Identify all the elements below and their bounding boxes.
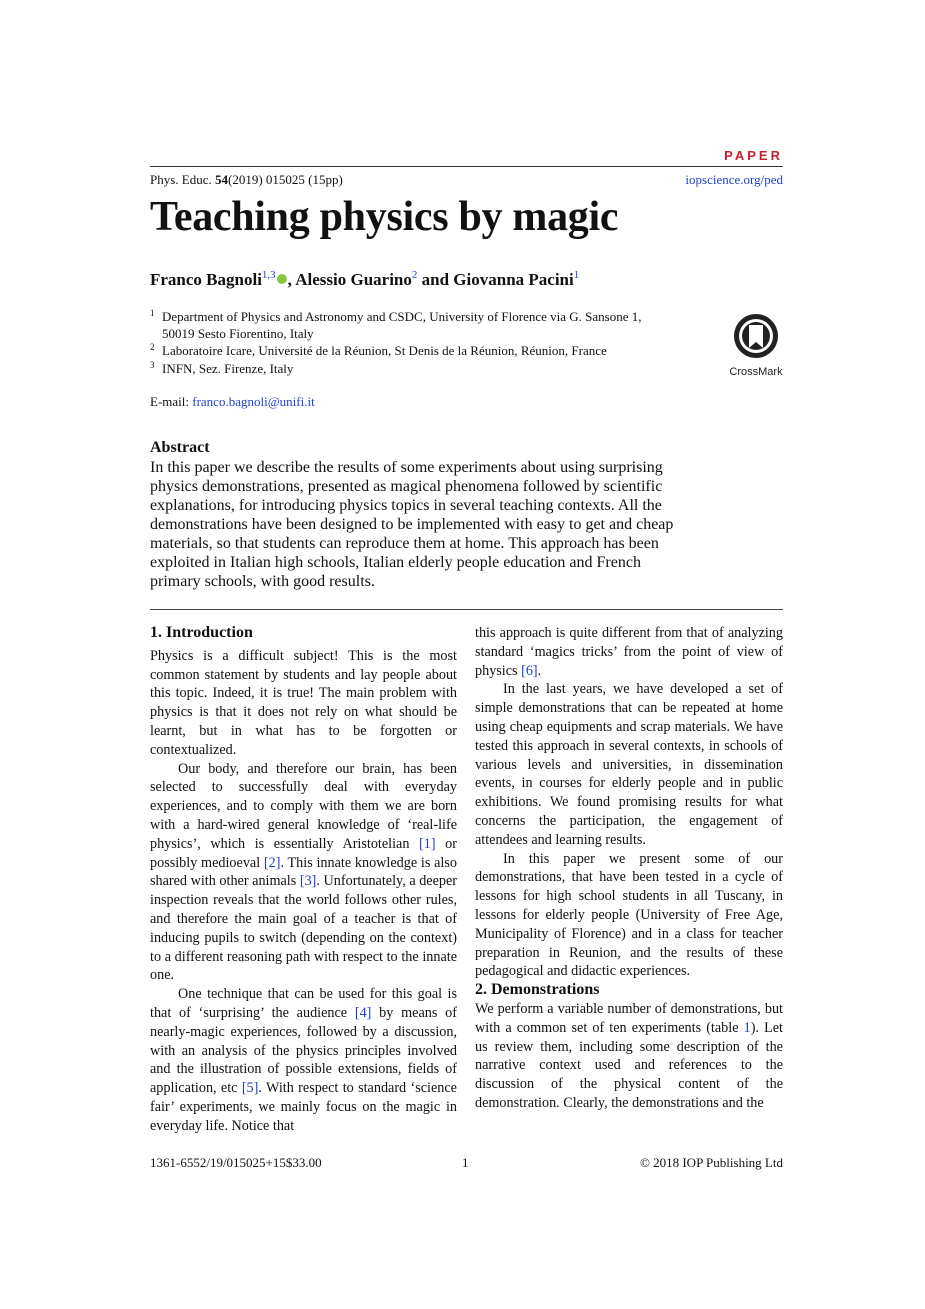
- paper-title: Teaching physics by magic: [150, 194, 619, 240]
- author-guarino: , Alessio Guarino: [287, 270, 412, 289]
- paragraph-text: Our body, and therefore our brain, has been selected to successfully deal with everyday experiences, and to comply with them we are born with a hard-wired general knowledge of ‘real-life physics’, which is essentially Aristotelian: [150, 760, 457, 852]
- paragraph-text: ). Let us review them, including some description of the narrative context used and references to the discussion of the physical content of the demonstration. Clearly, the demonstrations and the: [475, 1019, 783, 1111]
- paragraph-text: by means of nearly-magic experiences, followed by a discussion, with an analysis of the physics principles involved and the illustration of possible extensions, fields of application, etc: [150, 1004, 457, 1097]
- journal-citation: [150, 172, 343, 188]
- citation-link[interactable]: [5]: [241, 1080, 259, 1097]
- footer-copyright: © 2018 IOP Publishing Ltd: [639, 1155, 783, 1170]
- paragraph-text: .: [537, 662, 542, 679]
- paragraph: [150, 760, 457, 986]
- affiliation-text: Department of Physics and Astronomy and CSDC, University of Florence via G. Sansone 1, 50019 Sesto Fiorentino, Italy: [162, 309, 642, 342]
- paragraph: [475, 1000, 783, 1113]
- email-link[interactable]: franco.bagnoli@unifi.it: [192, 394, 315, 409]
- journal-name: Phys. Educ.: [150, 172, 212, 187]
- abstract-text: In this paper we describe the results of some experiments about using surprising physics demonstrations, presented as magical phenomena followed by scientific explanations, for introducing physics topics in several teaching contexts. All the demonstrations have been designed to be implemented with easy to get and cheap materials, so that students can reproduce them at home. This approach has been exploited in Italian high schools, Italian elderly people education and French primary schools, with good results.: [150, 459, 674, 590]
- paragraph: In this paper we present some of our demonstrations, that have been tested in a cycle of lessons for high school students in all Tuscany, in lessons for elderly people (University of Free Age, Municipality of Florence) and in a class for teacher preparation in Reunion, and the results of these pedagogical and didactic experiences.: [475, 850, 783, 980]
- affiliation-number: 3: [150, 359, 155, 370]
- crossmark-icon: [732, 312, 780, 360]
- journal-year: (2019) 015025 (15pp): [228, 172, 343, 187]
- crossmark-label: CrossMark: [729, 366, 783, 378]
- header-rule: [150, 166, 783, 167]
- affiliation-text: INFN, Sez. Firenze, Italy: [162, 360, 294, 376]
- citation-link[interactable]: [1]: [419, 835, 436, 852]
- table-reference-link[interactable]: 1: [743, 1019, 751, 1036]
- author-list: [150, 270, 579, 290]
- paragraph-text: this approach is quite different from that of analyzing standard ‘magics tricks’ from the point of view of physics: [475, 625, 783, 679]
- author-bagnoli: Franco Bagnoli: [150, 270, 262, 289]
- affiliations: [150, 308, 670, 377]
- paragraph-text: We perform a variable number of demonstrations, but with a common set of ten experiments (table: [475, 1000, 783, 1036]
- affiliation-1: [150, 308, 670, 342]
- paragraph-continued: [475, 624, 783, 680]
- page-number: 1: [462, 1155, 469, 1170]
- footer-issn: 1361-6552/19/015025+15$33.00: [150, 1155, 322, 1170]
- citation-link[interactable]: [4]: [354, 1004, 372, 1021]
- paragraph: Physics is a difficult subject! This is the most common statement by students and lay people about this topic. Indeed, it is true! The main problem with physics is that it does not rely on what should be learnt, but in what has to be forgotten or contextualized.: [150, 647, 457, 758]
- affiliation-number: 1: [150, 308, 155, 318]
- section-heading-introduction: 1. Introduction: [150, 624, 253, 641]
- paper-type-label: PAPER: [724, 148, 783, 163]
- right-column: [475, 624, 783, 1113]
- affiliation-2: [150, 342, 670, 359]
- citation-link[interactable]: [3]: [299, 873, 317, 890]
- paragraph-text: . This innate knowledge is also shared with other animals: [150, 854, 457, 890]
- section-heading-demonstrations: 2. Demonstrations: [475, 981, 600, 999]
- paragraph-text: One technique that can be used for this goal is that of ‘surprising’ the audience: [150, 986, 457, 1021]
- orcid-icon[interactable]: [277, 274, 287, 284]
- crossmark-badge[interactable]: [725, 312, 787, 378]
- affil-ref-guarino[interactable]: 2: [411, 269, 418, 281]
- journal-url-link[interactable]: iopscience.org/ped: [685, 172, 783, 187]
- paragraph: In the last years, we have developed a set of simple demonstrations that can be repeated at home using cheap equipments and scrap materials. We have tested this approach in several contexts, in schools of various levels and universities, in dissemination events, in courses for elderly people and in public exhibitions. We found promising results for what concerns the participation, the engagement of attendees and learning results.: [475, 681, 783, 848]
- affiliation-text: Laboratoire Icare, Université de la Réunion, St Denis de la Réunion, Réunion, France: [162, 343, 607, 359]
- abstract-rule: [150, 609, 783, 610]
- paragraph: [150, 985, 457, 1135]
- citation-link[interactable]: [6]: [521, 662, 538, 679]
- affil-ref-pacini[interactable]: 1: [573, 269, 580, 281]
- contact-email: [150, 394, 315, 410]
- left-column: [150, 624, 457, 1136]
- paragraph-text: or possibly medioeval: [150, 835, 457, 871]
- affil-ref-bagnoli[interactable]: 1,3: [261, 269, 276, 281]
- paragraph-text: . With respect to standard ‘science fair’ experiments, we mainly focus on the magic in everyday life. Notice that: [150, 1080, 457, 1134]
- affiliation-number: 2: [150, 342, 155, 353]
- citation-link[interactable]: [2]: [263, 854, 281, 871]
- email-label: E-mail:: [150, 394, 193, 409]
- author-pacini: and Giovanna Pacini: [417, 270, 574, 289]
- affiliation-3: [150, 360, 670, 377]
- journal-volume: 54: [215, 172, 228, 187]
- abstract-heading: Abstract: [150, 439, 210, 456]
- paragraph-text: . Unfortunately, a deeper inspection reveals that the world follows other rules, and therefore the main goal of a teacher is that of inducing pupils to switch (depending on the context) to a different reasoning path with respect to the innate one.: [150, 873, 458, 984]
